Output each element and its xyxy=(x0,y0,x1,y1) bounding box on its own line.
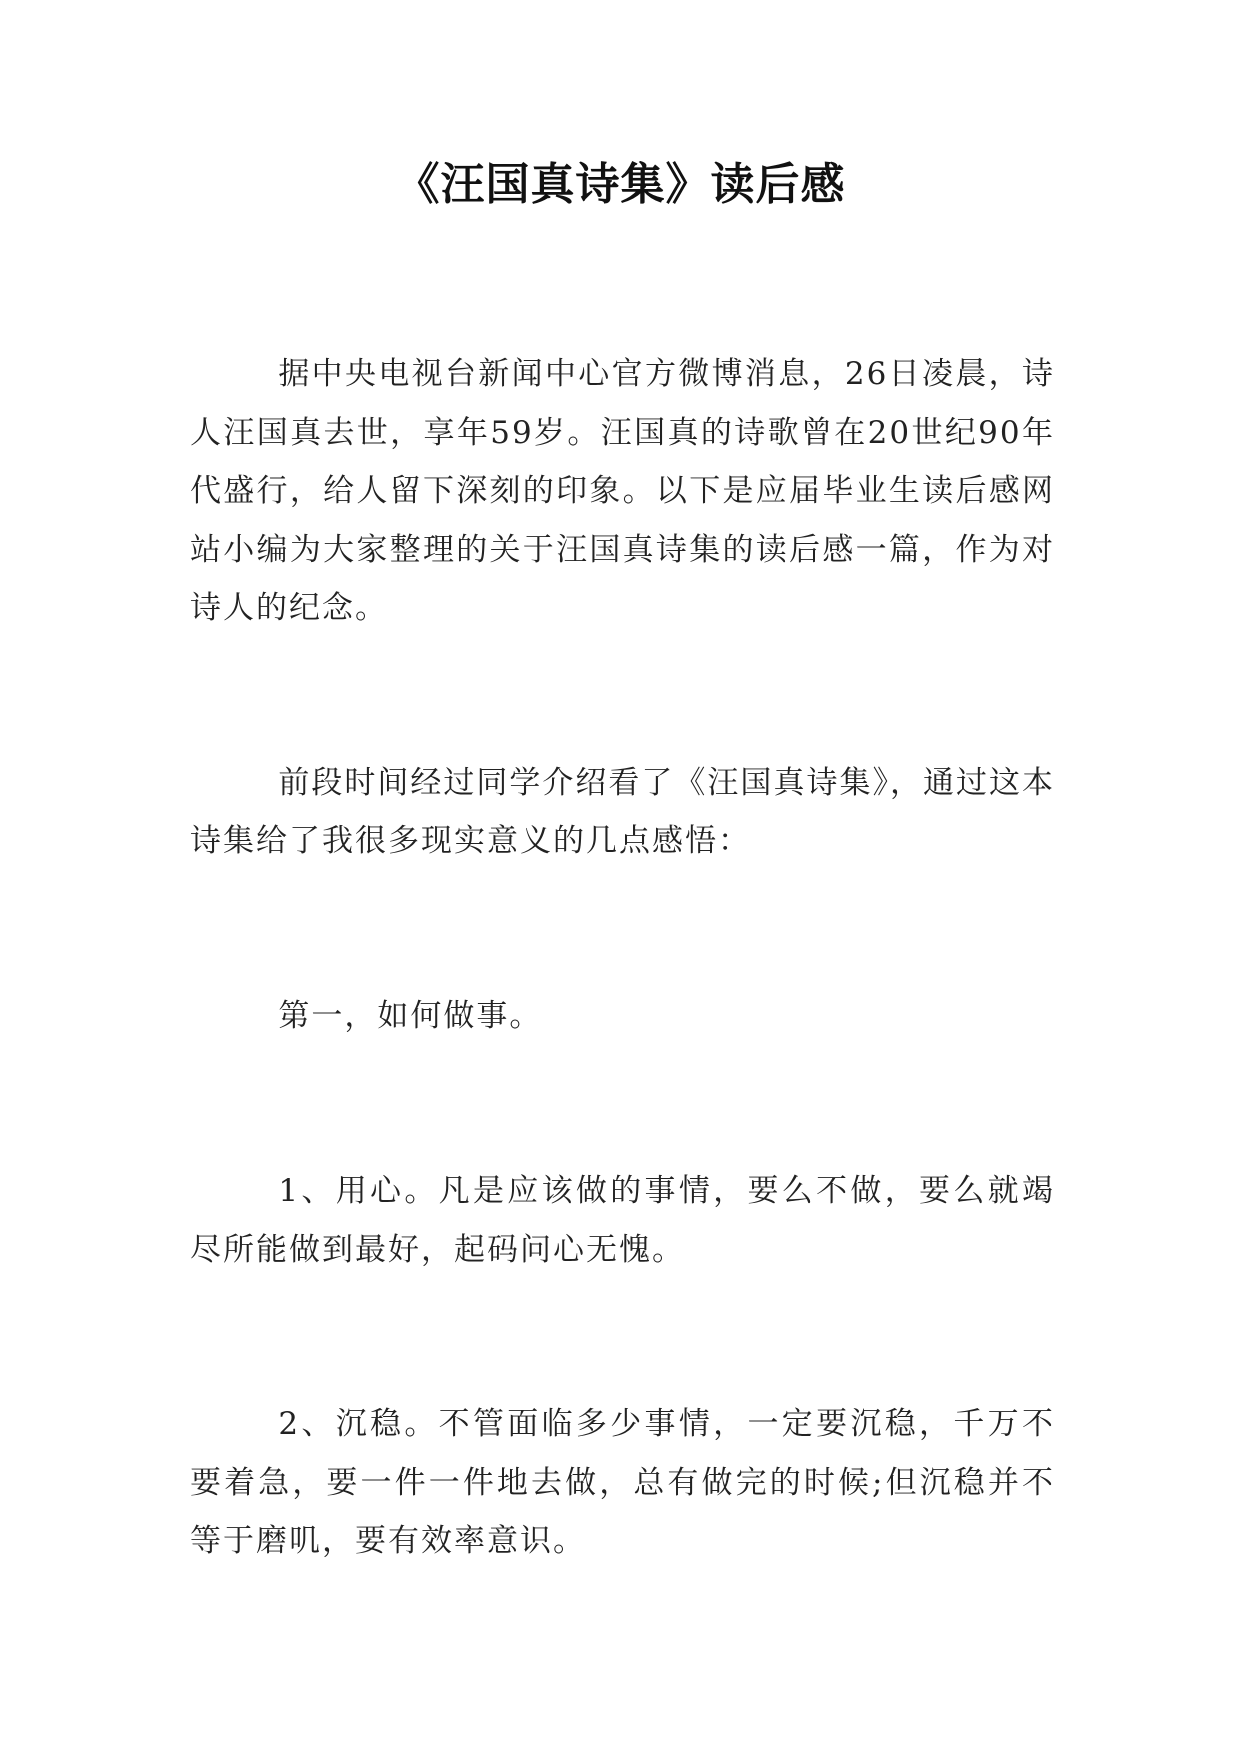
paragraph-reading: 前段时间经过同学介绍看了《汪国真诗集》，通过这本诗集给了我很多现实意义的几点感悟： xyxy=(190,764,1055,859)
paragraph-spacer xyxy=(190,1045,1055,1162)
paragraph-spacer xyxy=(190,1279,1055,1395)
document-body xyxy=(190,345,1055,1571)
paragraph-spacer xyxy=(190,638,1055,754)
paragraph-spacer xyxy=(190,871,1055,987)
paragraph-point-one: 第一，如何做事。 xyxy=(278,997,543,1034)
paragraph-item-2: 2、沉稳。不管面临多少事情，一定要沉稳，千万不要着急，要一件一件地去做，总有做完的时候;但沉稳并不等于磨叽，要有效率意识。 xyxy=(190,1406,1055,1559)
paragraph-intro: 据中央电视台新闻中心官方微博消息，26日凌晨，诗人汪国真去世，享年59岁。汪国真的诗歌曾在20世纪90年代盛行，给人留下深刻的印象。以下是应届毕业生读后感网站小编为大家整理的关于汪国真诗集的读后感一篇，作为对诗人的纪念。 xyxy=(190,356,1055,626)
paragraph-item-1: 1、用心。凡是应该做的事情，要么不做，要么就竭尽所能做到最好，起码问心无愧。 xyxy=(190,1173,1055,1268)
document-title: 《汪国真诗集》读后感 xyxy=(395,159,846,210)
